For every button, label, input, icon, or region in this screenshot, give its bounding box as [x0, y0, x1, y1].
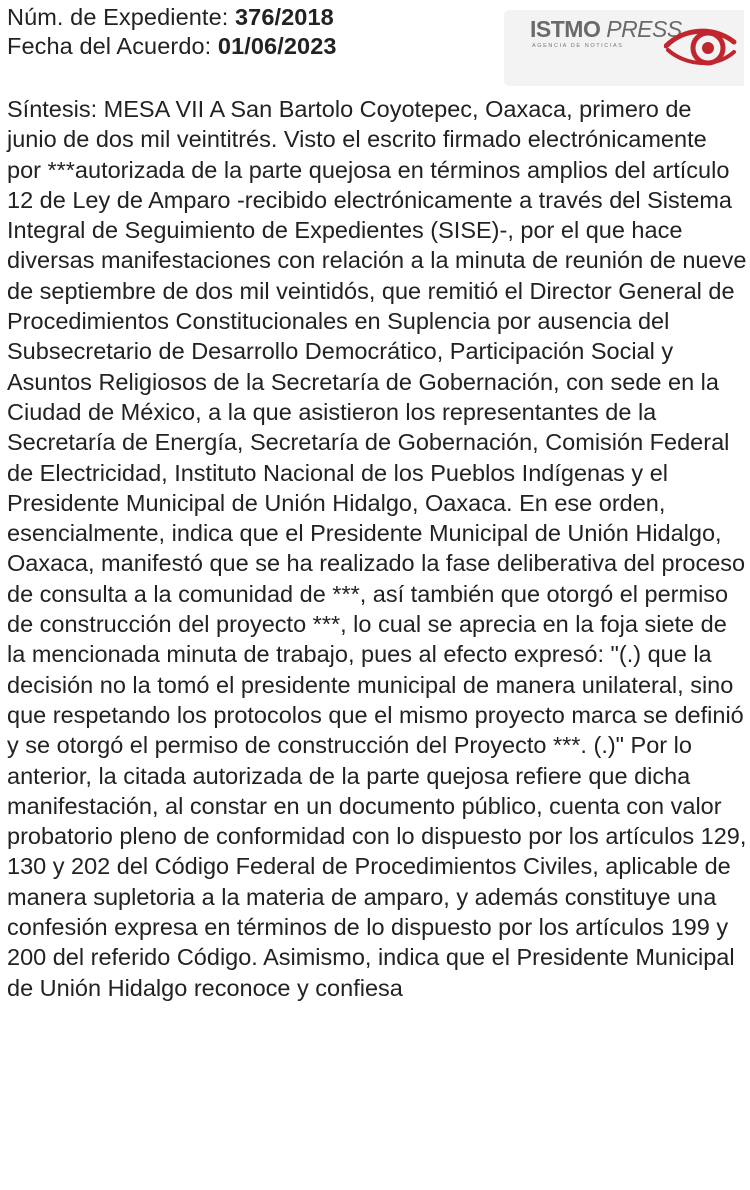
logo-tagline: AGENCIA DE NOTICIAS — [532, 43, 624, 49]
case-info — [7, 3, 337, 61]
agreement-date-label: Fecha del Acuerdo: — [7, 33, 218, 59]
logo-name-bold: ISTMO — [530, 16, 601, 42]
document-header — [0, 0, 750, 96]
eye-swirl-icon — [664, 22, 738, 78]
case-number-label: Núm. de Expediente: — [7, 4, 235, 30]
case-number-value: 376/2018 — [235, 4, 334, 30]
logo-wordmark — [530, 16, 682, 43]
istmo-press-logo — [504, 10, 744, 86]
case-number-line — [7, 3, 337, 32]
logo-name-italic: PRESS — [606, 16, 682, 42]
summary-text: Síntesis: MESA VII A San Bartolo Coyotepec, Oaxaca, primero de junio de dos mil veintitrés. Visto el escrito firmado electrónicamente por ***autorizada de la parte quejosa en términos amplios del artículo 12 de Ley de Amparo -recibido electrónicamente a través del Sistema Integral de Seguimiento de Expedientes (SISE)-, por el que hace diversas manifestaciones con relación a la minuta de reunión de nueve de septiembre de dos mil veintidós, que remitió el Director General de Procedimientos Constitucionales en Suplencia por ausencia del Subsecretario de Desarrollo Democrático, Participación Social y Asuntos Religiosos de la Secretaría de Gobernación, con sede en la Ciudad de México, a la que asistieron los representantes de la Secretaría de Energía, Secretaría de Gobernación, Comisión Federal de Electricidad, Instituto Nacional de los Pueblos Indígenas y el Presidente Municipal de Unión Hidalgo, Oaxaca. En ese orden, esencialmente, indica que el Presidente Municipal de Unión Hidalgo, Oaxaca, manifestó que se ha realizado la fase deliberativa del proceso de consulta a la comunidad de ***, así también que otorgó el permiso de construcción del proyecto ***, lo cual se aprecia en la foja siete de la mencionada minuta de trabajo, pues al efecto expresó: "(.) que la decisión no la tomó el presidente municipal de manera unilateral, sino que respetando los protocolos que el mismo proyecto marca se definió y se otorgó el permiso de construcción del Proyecto ***. (.)" Por lo anterior, la citada autorizada de la parte quejosa refiere que dicha manifestación, al constar en un documento público, cuenta con valor probatorio pleno de conformidad con lo dispuesto por los artículos 129, 130 y 202 del Código Federal de Procedimientos Civiles, aplicable de manera supletoria a la materia de amparo, y además constituye una confesión expresa en términos de lo dispuesto por los artículos 199 y 200 del referido Código. Asimismo, indica que el Presidente Municipal de Unión Hidalgo reconoce y confiesa — [7, 96, 747, 1001]
agreement-date-value: 01/06/2023 — [217, 33, 337, 59]
agreement-date-line — [7, 32, 337, 61]
